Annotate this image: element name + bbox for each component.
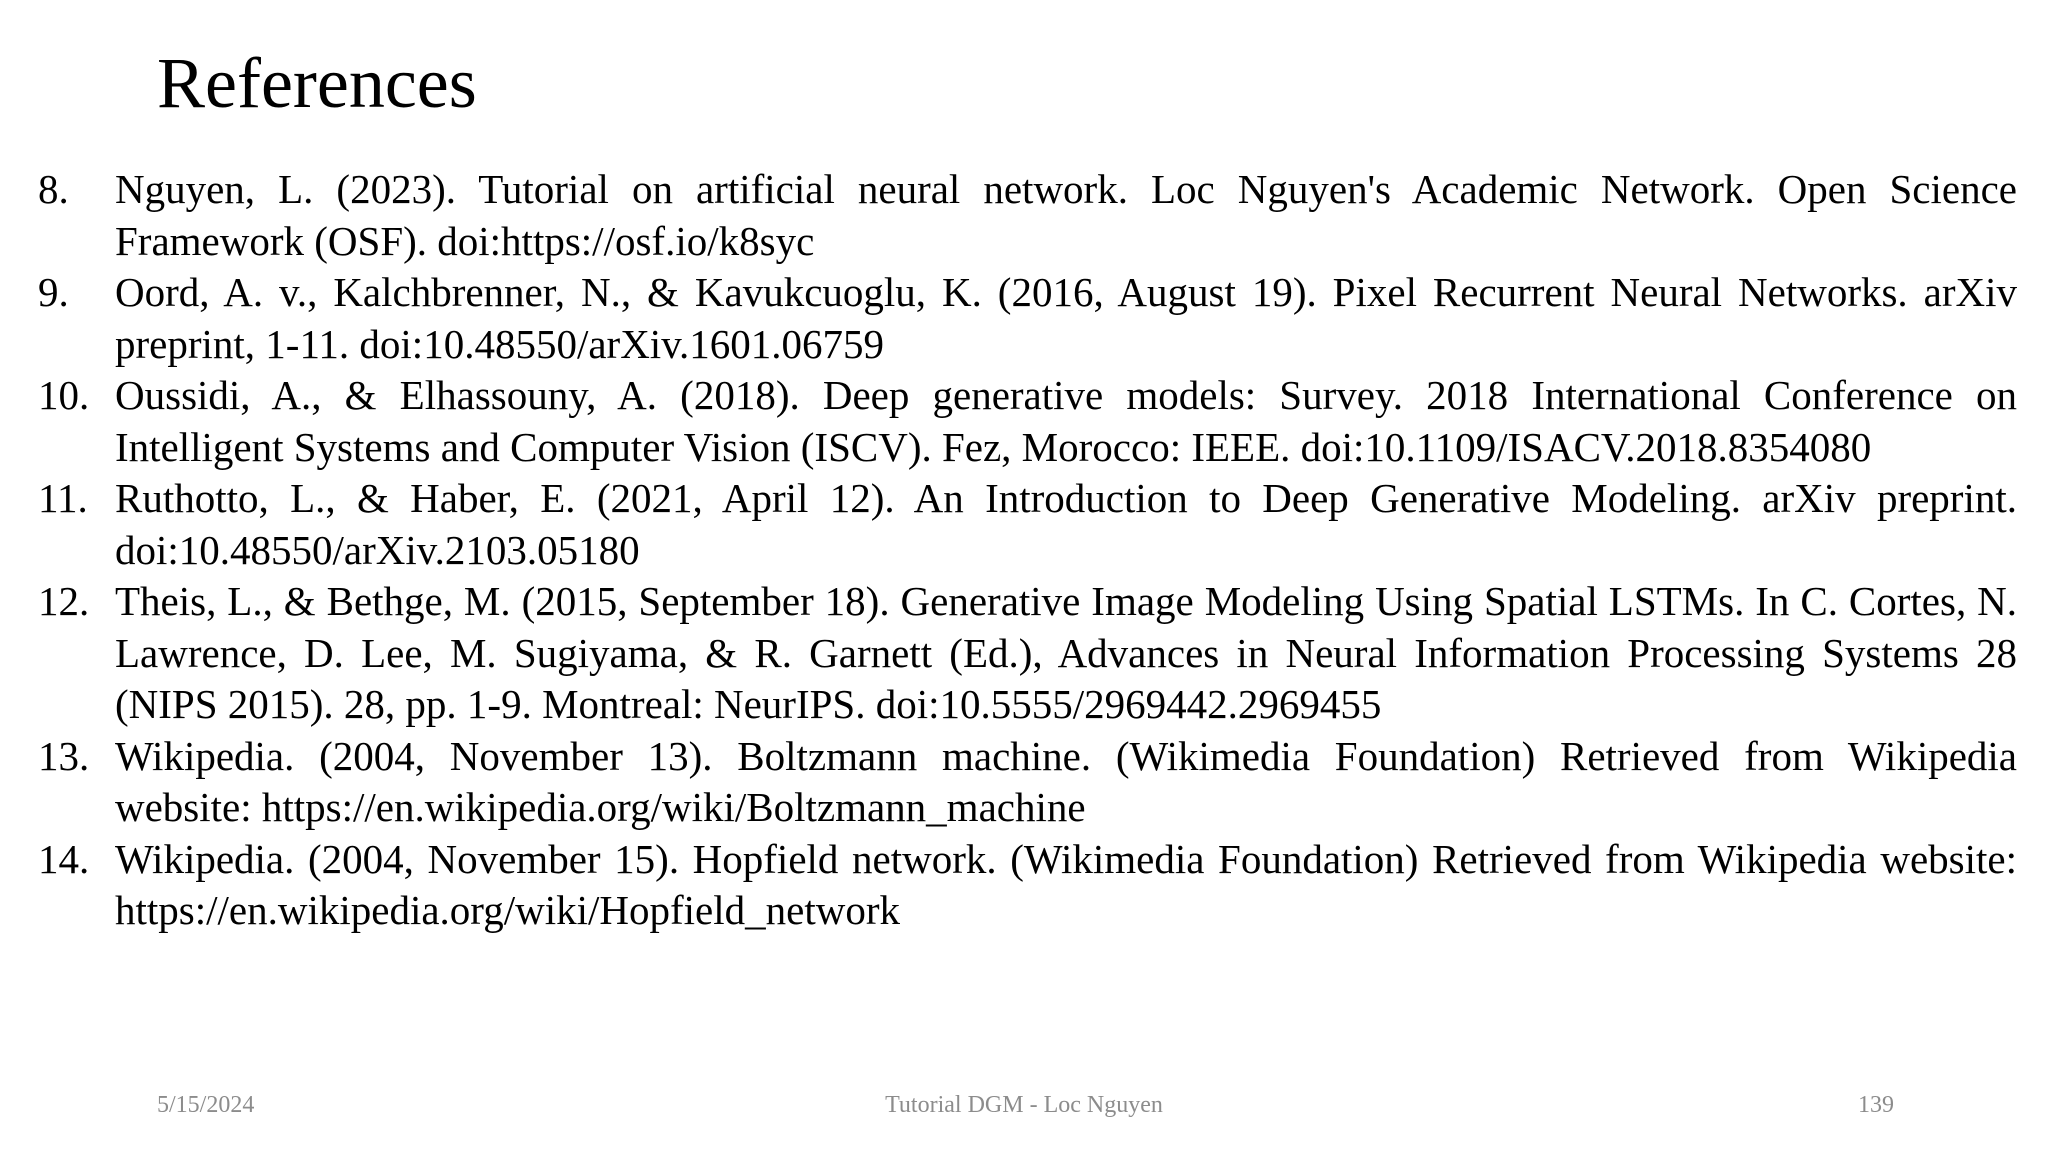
reference-item xyxy=(38,731,2017,834)
reference-item xyxy=(38,576,2017,731)
reference-item xyxy=(38,267,2017,370)
reference-text: Ruthotto, L., & Haber, E. (2021, April 12). An Introduction to Deep Generative Modeling. arXiv preprint. doi:10.48550/arXiv.2103.05180 xyxy=(115,475,2017,573)
reference-number: 13. xyxy=(38,732,90,779)
reference-number: 11. xyxy=(38,475,88,521)
reference-number: 14. xyxy=(38,835,90,882)
reference-number: 8. xyxy=(38,166,69,212)
reference-item xyxy=(38,473,2017,576)
reference-item xyxy=(38,164,2017,267)
reference-text: Theis, L., & Bethge, M. (2015, September 18). Generative Image Modeling Using Spatial LSTMs. In C. Cortes, N. Lawrence, D. Lee, M. Sugiyama, & R. Garnett (Ed.), Advances in Neural Information Processing Systems 28 (NIPS 2015). 28, pp. 1-9. Montreal: NeurIPS. doi:10.5555/2969442.2969455 xyxy=(115,578,2017,727)
reference-text: Wikipedia. (2004, November 13). Boltzmann machine. (Wikimedia Foundation) Retrieved from Wikipedia website: https://en.wikipedia.org/wiki/Boltzmann_machine xyxy=(115,732,2017,830)
reference-list xyxy=(38,164,2017,937)
footer-title: Tutorial DGM - Loc Nguyen xyxy=(885,1092,1163,1118)
slide-title: References xyxy=(157,43,477,123)
footer-page-number: 139 xyxy=(1858,1092,1894,1118)
reference-item xyxy=(38,370,2017,473)
reference-item xyxy=(38,834,2017,937)
reference-text: Wikipedia. (2004, November 15). Hopfield network. (Wikimedia Foundation) Retrieved from Wikipedia website: https://en.wikipedia.org/wiki/Hopfield_network xyxy=(115,835,2017,933)
reference-number: 9. xyxy=(38,269,69,315)
reference-text: Oord, A. v., Kalchbrenner, N., & Kavukcuoglu, K. (2016, August 19). Pixel Recurrent Neural Networks. arXiv preprint, 1-11. doi:10.48550/arXiv.1601.06759 xyxy=(115,269,2017,367)
reference-text: Oussidi, A., & Elhassouny, A. (2018). Deep generative models: Survey. 2018 International Conference on Intelligent Systems and Computer Vision (ISCV). Fez, Morocco: IEEE. doi:10.1109/ISACV.2018.8354080 xyxy=(115,372,2017,470)
reference-number: 12. xyxy=(38,578,90,624)
reference-number: 10. xyxy=(38,372,90,418)
footer-date: 5/15/2024 xyxy=(157,1092,255,1118)
reference-text: Nguyen, L. (2023). Tutorial on artificial neural network. Loc Nguyen's Academic Network. Open Science Framework (OSF). doi:https://osf.io/k8syc xyxy=(115,166,2017,264)
